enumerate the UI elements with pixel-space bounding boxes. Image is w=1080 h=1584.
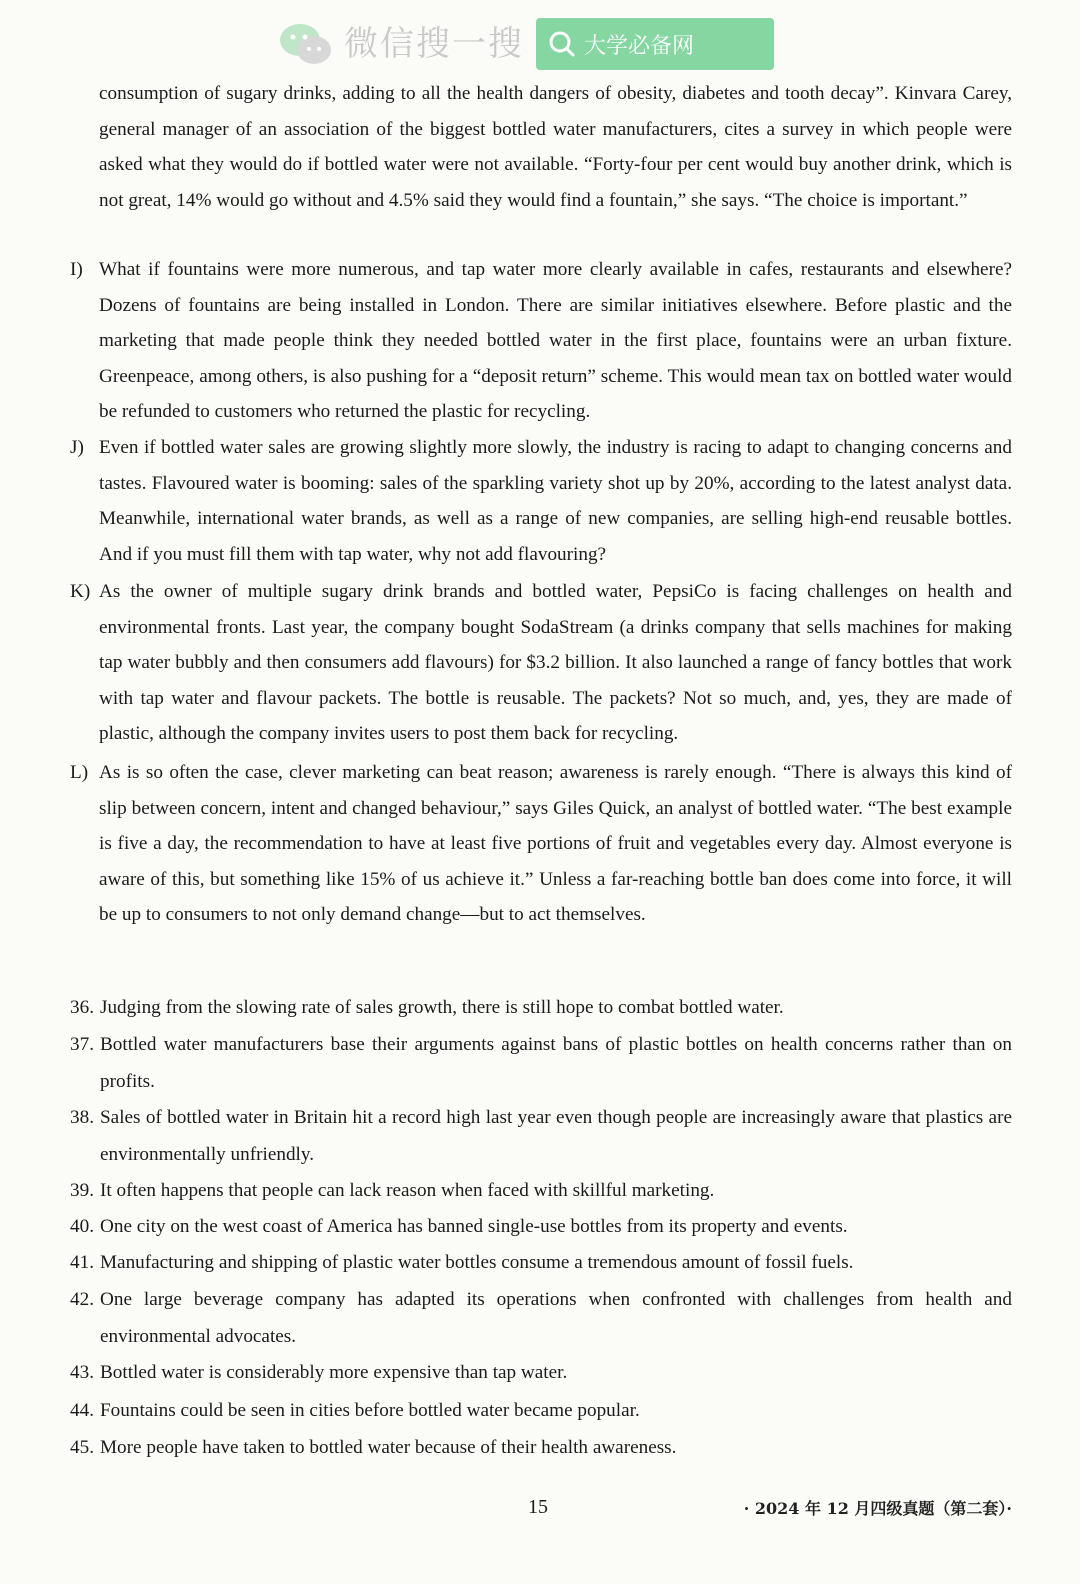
question-37 xyxy=(70,1027,1012,1100)
question-number: 42. xyxy=(70,1289,94,1310)
question-number: 37. xyxy=(70,1034,94,1055)
question-text: Sales of bottled water in Britain hit a record high last year even though people are increasingly aware that plastics are environmentally unfriendly. xyxy=(100,1107,1012,1165)
paragraph-l xyxy=(70,755,1012,933)
question-text: One city on the west coast of America has banned single-use bottles from its property and events. xyxy=(100,1216,848,1237)
watermark-box-text: 大学必备网 xyxy=(584,33,695,59)
question-42 xyxy=(70,1282,1012,1355)
question-number: 44. xyxy=(70,1400,94,1421)
paragraph-continued xyxy=(70,76,1012,218)
page-number: 15 xyxy=(528,1496,548,1518)
paragraph-label: I) xyxy=(70,259,83,280)
question-45 xyxy=(70,1430,1012,1467)
question-38 xyxy=(70,1100,1012,1173)
paragraph-label: J) xyxy=(70,437,84,458)
question-text: One large beverage company has adapted its operations when confronted with challenges from health and environmental advocates. xyxy=(100,1289,1012,1347)
question-text: It often happens that people can lack reason when faced with skillful marketing. xyxy=(100,1180,715,1201)
question-40 xyxy=(70,1209,1012,1246)
question-text: Bottled water manufacturers base their arguments against bans of plastic bottles on health concerns rather than on profits. xyxy=(100,1034,1012,1092)
paragraph-j xyxy=(70,430,1012,572)
paragraph-k xyxy=(70,574,1012,752)
question-number: 40. xyxy=(70,1216,94,1237)
question-number: 38. xyxy=(70,1107,94,1128)
watermark xyxy=(278,18,774,70)
watermark-text: 微信搜一搜 xyxy=(344,24,524,64)
question-text: Fountains could be seen in cities before bottled water became popular. xyxy=(100,1400,640,1421)
paragraph-text: Even if bottled water sales are growing slightly more slowly, the industry is racing to adapt to changing concerns and tastes. Flavoured water is booming: sales of the sparkling variety shot up by 20%, according to the latest analyst data. Meanwhile, international water brands, as well as a range of new companies, are selling high-end reusable bottles. And if you must fill them with tap water, why not add flavouring? xyxy=(99,437,1012,565)
paragraph-text: As the owner of multiple sugary drink brands and bottled water, PepsiCo is facing challenges on health and environmental fronts. Last year, the company bought SodaStream (a drinks company that sells machines for making tap water bubbly and then consumers add flavours) for $3.2 billion. It also launched a range of fancy bottles that work with tap water and flavour packets. The bottle is reusable. The packets? Not so much, and, yes, they are made of plastic, although the company invites users to post them back for recycling. xyxy=(99,581,1012,744)
question-text: Judging from the slowing rate of sales growth, there is still hope to combat bottled water. xyxy=(100,997,784,1018)
paragraph-i xyxy=(70,252,1012,430)
paragraph-text: As is so often the case, clever marketing can beat reason; awareness is rarely enough. “There is always this kind of slip between concern, intent and changed behaviour,” says Giles Quick, an analyst of bottled water. “The best example is five a day, the recommendation to have at least five portions of fruit and vegetables every day. Almost everyone is aware of this, but something like 15% of us achieve it.” Unless a far-reaching bottle ban does come into force, it will be up to consumers to not only demand change—but to act themselves. xyxy=(99,762,1012,925)
paragraph-label: L) xyxy=(70,762,89,783)
exam-title: · 2024 年 12 月四级真题（第二套）· xyxy=(743,1499,1012,1518)
question-number: 36. xyxy=(70,997,94,1018)
wechat-logo-icon xyxy=(278,20,334,68)
question-44 xyxy=(70,1393,1012,1430)
search-icon xyxy=(548,30,576,58)
question-41 xyxy=(70,1245,1012,1282)
question-text: More people have taken to bottled water because of their health awareness. xyxy=(100,1437,677,1458)
paragraph-text: consumption of sugary drinks, adding to all the health dangers of obesity, diabetes and tooth decay”. Kinvara Carey, general manager of an association of the biggest bottled water manufacturers, cites a survey in which people were asked what they would do if bottled water were not available. “Forty-four per cent would buy another drink, which is not great, 14% would go without and 4.5% said they would find a fountain,” she says. “The choice is important.” xyxy=(99,83,1012,211)
question-39 xyxy=(70,1173,1012,1210)
question-36 xyxy=(70,990,1012,1027)
question-text: Bottled water is considerably more expensive than tap water. xyxy=(100,1362,568,1383)
question-number: 43. xyxy=(70,1362,94,1383)
question-number: 39. xyxy=(70,1180,94,1201)
paragraph-label: K) xyxy=(70,581,91,602)
question-number: 41. xyxy=(70,1252,94,1273)
watermark-search-box xyxy=(536,18,774,70)
question-text: Manufacturing and shipping of plastic water bottles consume a tremendous amount of fossil fuels. xyxy=(100,1252,854,1273)
paragraph-text: What if fountains were more numerous, and tap water more clearly available in cafes, restaurants and elsewhere? Dozens of fountains are being installed in London. There are similar initiatives elsewhere. Before plastic and the marketing that made people think they needed bottled water in the first place, fountains were an urban fixture. Greenpeace, among others, is also pushing for a “deposit return” scheme. This would mean tax on bottled water would be refunded to customers who returned the plastic for recycling. xyxy=(99,259,1012,422)
question-43 xyxy=(70,1355,1012,1392)
question-number: 45. xyxy=(70,1437,94,1458)
